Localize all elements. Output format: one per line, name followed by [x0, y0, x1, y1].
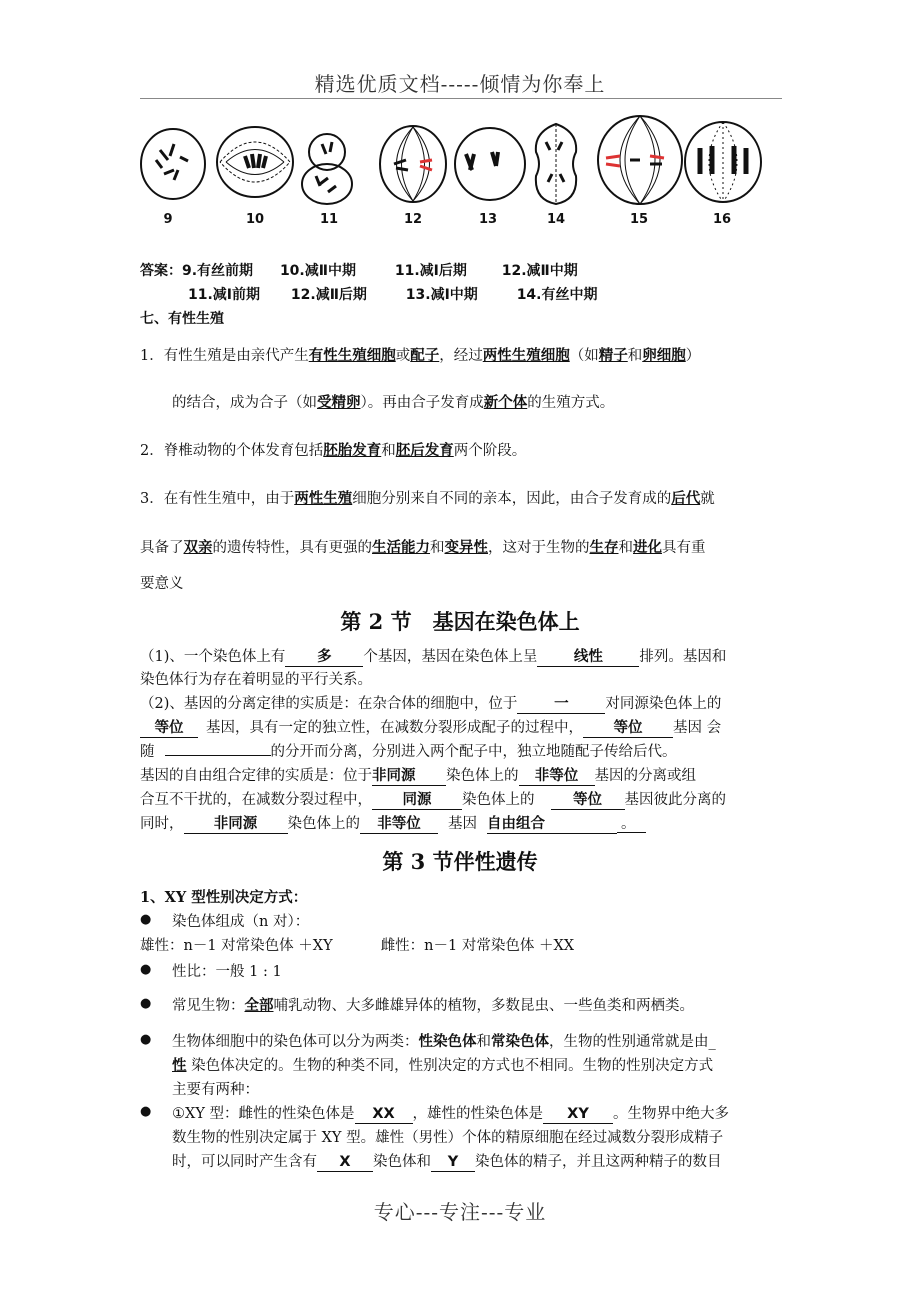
cell-13-image — [455, 128, 525, 200]
bullet-icon: ● — [140, 912, 152, 927]
cell-label-12: 12 — [403, 212, 423, 227]
cell-16-image — [685, 122, 761, 202]
section3-title: 第 3 节伴性遗传 — [382, 849, 538, 874]
bullet-icon: ● — [140, 1032, 152, 1047]
cell-label-10: 10 — [245, 212, 265, 227]
cell-10-image — [217, 127, 293, 197]
answer-item: 13.减Ⅰ中期 — [405, 287, 478, 303]
s3-bullet-4b: 性 染色体决定的。生物的种类不同，性别决定的方式也不相同。生物的性别决定方式 — [172, 1058, 714, 1074]
answer-item: 11.减Ⅰ后期 — [394, 263, 467, 279]
s2-line-7: 合互不干扰的，在减数分裂过程中， 同源 染色体上的 等位 基因彼此分离的 — [140, 792, 726, 808]
answer-item: 10.减Ⅱ中期 — [279, 263, 356, 279]
section7-p3c: 要意义 — [140, 576, 184, 592]
answer-item: 9.有丝前期 — [182, 263, 254, 279]
cell-15-image — [598, 116, 682, 204]
header-divider — [140, 98, 782, 99]
section7-p3: 3．在有性生殖中，由于两性生殖细胞分别来自不同的亲本，因此，由合子发育成的后代就 — [140, 491, 715, 507]
page-header: 精选优质文档-----倾情为你奉上 — [314, 72, 606, 96]
cell-label-11: 11 — [319, 212, 339, 227]
cell-label-16: 16 — [712, 212, 732, 227]
s3-bullet-2: 性比：一般 1 : 1 — [172, 964, 282, 980]
s2-line-3: （2)、基因的分离定律的实质是：在杂合体的细胞中，位于 一 对同源染色体上的 — [140, 696, 722, 712]
cell-14-image — [536, 124, 576, 204]
s2-line-4: 等位 基因，具有一定的独立性，在减数分裂形成配子的过程中， 等位 基因 会 — [140, 716, 785, 738]
cell-11-image — [302, 134, 352, 204]
s3-bullet-3: 常见生物：全部哺乳动物、大多雌雄异体的植物，多数昆虫、一些鱼类和两栖类。 — [172, 998, 694, 1014]
cell-diagrams — [130, 112, 790, 212]
s3-bullet-4: 生物体细胞中的染色体可以分为两类：性染色体和常染色体，生物的性别通常就是由_ — [172, 1034, 716, 1050]
section3-h1: 1、XY 型性别决定方式： — [140, 889, 308, 906]
section2-title: 第 2 节 基因在染色体上 — [340, 609, 580, 634]
s3-bullet-5c: 时，可以同时产生含有 X 染色体和 Y 染色体的精子，并且这两种精子的数目 — [172, 1154, 722, 1170]
s3-bullet-1: 染色体组成（n 对）： — [172, 914, 310, 930]
page-footer: 专心---专注---专业 — [373, 1200, 547, 1224]
s2-line-8: 同时， 非同源 染色体上的 非等位 基因 自由组合 。 — [140, 812, 785, 834]
s3-bullet-5: ①XY 型：雌性的性染色体是 XX ，雄性的性染色体是 XY 。生物界中绝大多 — [172, 1106, 730, 1122]
cell-9-image — [141, 129, 205, 199]
bullet-icon: ● — [140, 1104, 152, 1119]
section7-p3b: 具备了双亲的遗传特性，具有更强的生活能力和变异性，这对于生物的生存和进化具有重 — [140, 540, 706, 556]
answer-item: 14.有丝中期 — [516, 287, 598, 303]
s3-bullet-5b: 数生物的性别决定属于 XY 型。雄性（男性）个体的精原细胞在经过减数分裂形成精子 — [172, 1130, 724, 1146]
answer-item: 11.减Ⅰ前期 — [188, 287, 261, 303]
bullet-icon: ● — [140, 996, 152, 1011]
cell-label-14: 14 — [546, 212, 566, 227]
s2-line-5: 随 的分开而分离，分别进入两个配子中，独立地随配子传给后代。 — [140, 744, 677, 760]
s3-sex-chromosomes: 雄性：n－1 对常染色体 ＋XY 雌性：n－1 对常染色体 ＋XX — [140, 938, 575, 954]
cell-label-15: 15 — [629, 212, 649, 227]
section7-p2: 2．脊椎动物的个体发育包括胚胎发育和胚后发育两个阶段。 — [140, 443, 527, 459]
s2-line-6: 基因的自由组合定律的实质是：位于非同源 染色体上的 非等位 基因的分离或组 — [140, 768, 696, 784]
section7-p1b: 的结合，成为合子（如受精卵）。再由合子发育成新个体的生殖方式。 — [172, 395, 615, 411]
section7-p1: 1．有性生殖是由亲代产生有性生殖细胞或配子，经过两性生殖细胞（如精子和卵细胞） — [140, 348, 701, 364]
cell-12-image — [380, 126, 446, 202]
cell-label-9: 9 — [163, 212, 173, 227]
cell-division-figure — [130, 112, 790, 234]
s2-line-1: （1)、一个染色体上有 多 个基因，基因在染色体上呈 线性 排列。基因和 — [140, 649, 727, 665]
cell-label-13: 13 — [478, 212, 498, 227]
s2-line-2: 染色体行为存在着明显的平行关系。 — [140, 672, 372, 688]
s3-bullet-4c: 主要有两种： — [172, 1082, 259, 1098]
answer-item: 12.减Ⅱ中期 — [501, 263, 578, 279]
answer-item: 12.减Ⅱ后期 — [290, 287, 367, 303]
section7-heading: 七、有性生殖 — [140, 311, 224, 327]
answers-row-1 — [140, 260, 578, 280]
answers-label: 答案： — [140, 263, 182, 279]
bullet-icon: ● — [140, 962, 152, 977]
answers-row-2 — [188, 284, 598, 304]
